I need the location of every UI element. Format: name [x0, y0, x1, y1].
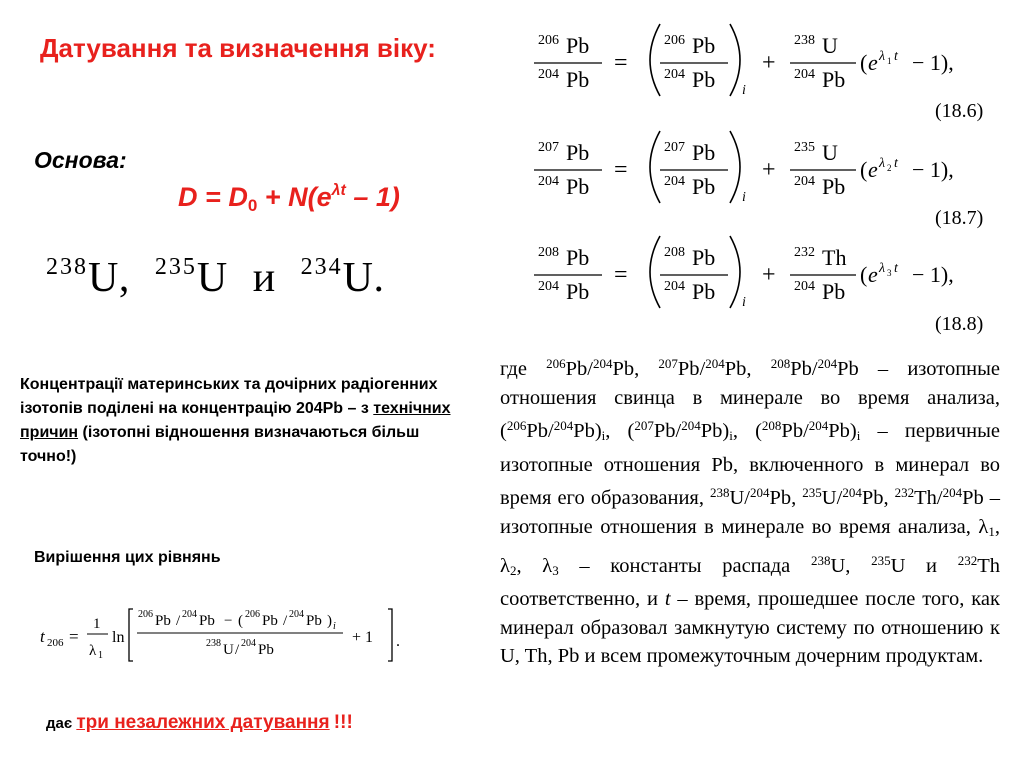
formula-d: D — [178, 182, 198, 212]
eq-t: t — [894, 49, 898, 64]
isotopes-and: и — [252, 255, 276, 301]
eq-num-element: Pb — [566, 245, 590, 270]
ru-sup: 238 — [709, 485, 730, 501]
eq-lambda-sub: 2 — [887, 163, 892, 173]
eq-par-den-element: Pb — [692, 67, 716, 92]
eq-minus-one: − 1), — [912, 262, 954, 287]
ru-pb: Pb — [573, 420, 595, 443]
t206-one: 1 — [93, 616, 101, 632]
eq-num-mass: 206 — [538, 33, 559, 48]
t206-paren-close: ) — [327, 613, 332, 629]
isotope-equation-svg — [530, 230, 970, 310]
t206-left-bracket — [129, 609, 133, 661]
t206-ln: ln — [112, 629, 125, 646]
ru-text: , ( — [732, 420, 762, 443]
decay-equation — [178, 182, 400, 216]
t206-d238: 238 — [206, 638, 221, 649]
eq-num-element: Pb — [566, 33, 590, 58]
eq-paren-left — [650, 24, 660, 96]
eq-par-den-mass: 204 — [664, 279, 685, 294]
t206-t-sub: 206 — [47, 637, 64, 649]
formula-equals: = — [205, 182, 221, 212]
eq-plus: + — [762, 50, 776, 76]
eq-par-element: Pb — [692, 33, 716, 58]
t206-npb: Pb — [155, 613, 171, 629]
ru-sup: 232 — [894, 485, 915, 501]
t206-m206: 206 — [245, 609, 260, 620]
technical-reasons: технічних причин — [20, 400, 451, 441]
t206-slash1: / — [176, 613, 181, 629]
ru-text: Pb) — [700, 420, 730, 443]
ru-text: , ( — [605, 420, 635, 443]
t206-du: U — [223, 642, 234, 658]
eq-lambda-sub: 3 — [887, 268, 892, 278]
ru-sup: 204 — [842, 485, 862, 501]
eq-lambda-sub: 1 — [887, 56, 892, 66]
eq-den-element: Pb — [566, 174, 590, 199]
ru-sub: i — [856, 428, 861, 444]
ru-pb: Pb — [526, 420, 548, 443]
equation-number: (18.8) — [935, 313, 984, 335]
ru-text: Pb, — [861, 487, 895, 510]
eq-t: t — [894, 156, 898, 171]
eq-paren-left — [650, 131, 660, 203]
ru-slash: / — [587, 358, 593, 380]
eq-e: e — [868, 50, 878, 75]
eq-lambda: λ — [879, 49, 886, 64]
t206-formula — [40, 604, 450, 664]
concentration-note — [20, 373, 460, 469]
eq-parent-den-mass: 204 — [794, 279, 815, 294]
formula-d0: D — [228, 182, 248, 212]
ru-slash: / — [675, 420, 682, 443]
eq-open-paren: ( — [860, 262, 868, 287]
t206-period: . — [396, 633, 400, 650]
eq-minus-one: − 1), — [912, 50, 954, 75]
eq-parent-den-element: Pb — [822, 174, 846, 199]
ru-sup: 204 — [750, 485, 770, 501]
eq-t: t — [894, 261, 898, 276]
eq-num-mass: 208 — [538, 245, 559, 260]
u238-symbol: U, — [88, 255, 130, 301]
ru-text: Pb, — [724, 358, 771, 380]
isotope-equation — [530, 18, 970, 103]
eq-subscript-i: i — [742, 295, 746, 310]
ru-slash: / — [547, 420, 554, 443]
eq-den-mass: 204 — [538, 174, 559, 189]
eq-minus-one: − 1), — [912, 157, 954, 182]
eq-lambda: λ — [879, 261, 886, 276]
ru-sub: i — [601, 428, 606, 444]
ru-sup: 206 — [546, 356, 566, 371]
equation-number: (18.7) — [935, 207, 984, 229]
isotope-equation-svg — [530, 125, 970, 205]
eq-e: e — [868, 157, 878, 182]
ru-sup: 204 — [553, 418, 574, 434]
formula-e: e — [316, 182, 332, 212]
ru-sup: 235 — [802, 485, 822, 501]
eq-num-mass: 207 — [538, 140, 559, 155]
eq-par-element: Pb — [692, 140, 716, 165]
ru-text: , λ — [500, 515, 1000, 577]
eq-subscript-i: i — [742, 83, 746, 98]
ru-text: – константы распада — [558, 554, 811, 577]
ru-slash: / — [811, 358, 818, 380]
u234-mass: 234 — [300, 254, 343, 280]
ru-sup: 204 — [808, 418, 829, 434]
eq-equals: = — [614, 50, 628, 76]
t206-paren-open: ( — [238, 613, 243, 629]
ru-sup: 204 — [592, 356, 613, 371]
ru-u: U — [729, 487, 745, 510]
eq-open-paren: ( — [860, 50, 868, 75]
t206-formula-svg — [40, 604, 450, 664]
concentration-text: Концентрації материнських та дочірних радіогенних ізотопів поділені на концентрацію 204Pb – з — [20, 376, 438, 417]
ru-text: – время, прошедшее после того, как минерал образовал замкнутую систему по отношению к U, Th, Pb и всем промежуточным дочерним продуктам. — [500, 588, 1000, 668]
ru-pb: Pb — [790, 358, 812, 380]
ru-pb: Pb — [677, 358, 700, 380]
t206-lambda: λ — [89, 643, 97, 659]
ru-sup: 208 — [761, 418, 782, 434]
u234-symbol: U. — [342, 255, 385, 301]
eq-den-mass: 204 — [538, 279, 559, 294]
ru-slash: / — [699, 358, 706, 380]
ru-sup: 207 — [658, 356, 678, 371]
t206-i: i — [333, 621, 336, 632]
ru-text: U и — [890, 554, 958, 577]
ru-sup: 235 — [871, 552, 891, 568]
eq-par-mass: 207 — [664, 140, 685, 155]
eq-num-element: Pb — [566, 140, 590, 165]
ru-slash: / — [803, 420, 809, 443]
ru-sup: 204 — [705, 356, 725, 371]
ru-sup: 206 — [506, 418, 527, 434]
ru-text: – первичные изотопные отношения Pb, включенного в минерал во время его образования, — [500, 420, 1001, 510]
concentration-paren: (ізотопні відношення визначаються більш точно!) — [20, 424, 420, 465]
eq-open-paren: ( — [860, 157, 868, 182]
slide-title: Датування та визначення віку: — [40, 33, 436, 63]
eq-par-den-element: Pb — [692, 174, 716, 199]
ru-pb: Pb — [653, 420, 676, 443]
eq-paren-right — [730, 236, 740, 308]
t206-lambda-sub: 1 — [98, 650, 103, 661]
ru-u: U — [821, 487, 837, 510]
eq-lambda: λ — [879, 156, 886, 171]
ru-slash: / — [744, 487, 750, 510]
ru-text: изотопные отношения свинца в минерале во время анализа, ( — [500, 358, 1001, 443]
formula-open: ( — [307, 182, 317, 212]
t206-n206: 206 — [138, 609, 153, 620]
ru-pb: Pb — [565, 358, 588, 380]
t206-slash3: / — [235, 642, 240, 658]
uranium-isotopes — [46, 254, 385, 302]
eq-parent-element: U — [822, 33, 838, 58]
ru-where: где — [500, 358, 547, 380]
eq-parent-mass: 232 — [794, 245, 815, 260]
eq-par-element: Pb — [692, 245, 716, 270]
ru-text: U, — [830, 554, 872, 577]
ru-text: Th соответственно, и — [500, 554, 1000, 611]
ru-sub: 1 — [988, 523, 995, 539]
eq-den-element: Pb — [566, 67, 590, 92]
t206-m204: 204 — [289, 609, 304, 620]
ru-text: Pb – — [837, 358, 889, 380]
t206-minus: − — [224, 613, 233, 629]
eq-par-den-mass: 204 — [664, 67, 685, 82]
isotope-equation — [530, 125, 970, 210]
t206-right-bracket — [388, 609, 392, 661]
u238-mass: 238 — [46, 254, 88, 280]
ru-sub: i — [729, 428, 733, 444]
ru-sub: 2 — [509, 562, 517, 578]
equation-number: (18.6) — [935, 100, 984, 122]
ru-slash: / — [836, 487, 843, 510]
ru-slash: / — [936, 487, 943, 510]
eq-par-den-element: Pb — [692, 279, 716, 304]
t206-eq: = — [69, 627, 79, 646]
basis-label: Основа: — [34, 147, 127, 173]
gives-line — [46, 712, 353, 734]
eq-par-den-mass: 204 — [664, 174, 685, 189]
t206-mpb: Pb — [262, 613, 278, 629]
eq-parent-den-mass: 204 — [794, 67, 815, 82]
ru-text: , λ — [516, 554, 553, 577]
eq-equals: = — [614, 262, 628, 288]
t206-d204: 204 — [241, 638, 256, 649]
gives-exclaim: !!! — [333, 712, 353, 733]
t206-n204: 204 — [182, 609, 197, 620]
eq-par-mass: 208 — [664, 245, 685, 260]
eq-parent-element: Th — [822, 245, 847, 270]
ru-th: Th — [914, 487, 937, 510]
eq-parent-element: U — [822, 140, 838, 165]
ru-text: Pb, — [612, 358, 659, 380]
eq-e: e — [868, 262, 878, 287]
eq-parent-den-mass: 204 — [794, 174, 815, 189]
formula-plus: + — [264, 182, 281, 212]
gives-label: дає — [46, 715, 73, 732]
eq-parent-mass: 235 — [794, 140, 815, 155]
eq-paren-right — [730, 24, 740, 96]
ru-text: Pb, — [769, 487, 803, 510]
ru-sub: 3 — [552, 562, 559, 578]
formula-d0-sub: 0 — [247, 196, 258, 215]
t206-mpb2: Pb — [306, 613, 322, 629]
ru-text: ) — [594, 420, 602, 443]
ru-sup: 204 — [681, 418, 701, 434]
eq-parent-den-element: Pb — [822, 279, 846, 304]
ru-pb: Pb — [781, 420, 804, 443]
t206-plus-one: + 1 — [352, 629, 374, 646]
ru-sup: 207 — [634, 418, 654, 434]
ru-text: Pb) — [828, 420, 857, 443]
eq-plus: + — [762, 262, 776, 288]
eq-den-element: Pb — [566, 279, 590, 304]
eq-subscript-i: i — [742, 190, 746, 205]
formula-tail: – 1) — [353, 182, 400, 212]
three-datings: три незалежних датування — [76, 712, 330, 733]
isotope-equation — [530, 230, 970, 315]
ru-sup: 204 — [817, 356, 838, 371]
t206-t: t — [40, 627, 45, 646]
ru-sup: 204 — [942, 485, 963, 501]
t206-slash2: / — [283, 613, 288, 629]
t206-npb2: Pb — [199, 613, 215, 629]
ru-sup: 238 — [810, 552, 831, 568]
u235-mass: 235 — [154, 254, 197, 280]
ru-sup: 208 — [770, 356, 791, 371]
russian-explanation — [500, 350, 1000, 671]
ru-sup: 232 — [957, 552, 978, 568]
eq-parent-mass: 238 — [794, 33, 815, 48]
formula-exponent: λt — [331, 182, 346, 199]
solving-label: Вирішення цих рівнянь — [34, 549, 221, 566]
eq-plus: + — [762, 157, 776, 183]
u235-symbol: U — [196, 255, 228, 301]
eq-par-mass: 206 — [664, 33, 685, 48]
isotope-equation-svg — [530, 18, 970, 98]
eq-den-mass: 204 — [538, 67, 559, 82]
formula-n: N — [288, 182, 308, 212]
ru-text: Pb – изотопные отношения в минерале во время анализа, λ — [500, 487, 1001, 538]
eq-equals: = — [614, 157, 628, 183]
eq-paren-left — [650, 236, 660, 308]
eq-parent-den-element: Pb — [822, 67, 846, 92]
ru-t: t — [664, 588, 671, 611]
eq-paren-right — [730, 131, 740, 203]
t206-dpb: Pb — [258, 642, 274, 658]
